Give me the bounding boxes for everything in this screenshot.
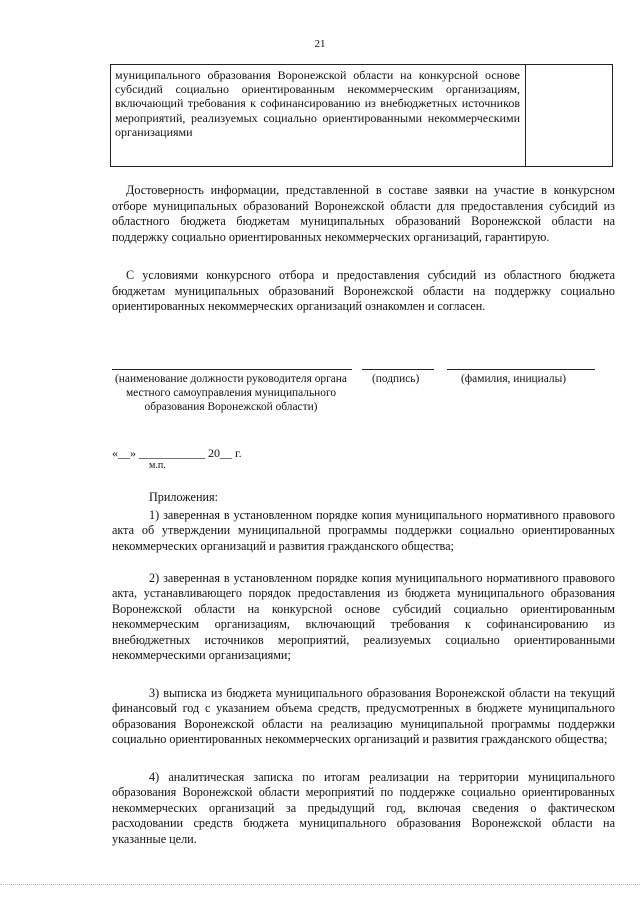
page-number: 21: [314, 38, 326, 50]
signature-sign-label: (подпись): [372, 373, 420, 385]
signature-line-position: [112, 369, 352, 370]
stamp-label: м.п.: [149, 460, 166, 471]
table-column-divider: [525, 65, 526, 166]
signature-line-sign: [362, 369, 434, 370]
signature-line-name: [447, 369, 595, 370]
date-line: «__» ___________ 20__ г.: [112, 446, 242, 460]
table-continuation: [110, 64, 613, 167]
table-cell-text: муниципального образования Воронежской области на конкурсной основе субсидий социально ориентированным некоммерческим организациям, включающий требования к софинансированию из внебюджетных источников мероприятий, реализуемых социально ориентированными некоммерческими организациями: [115, 68, 520, 139]
signature-position-label: (наименование должности руководителя органа местного самоуправления муниципального образования Воронежской области): [115, 373, 347, 414]
scan-edge-dots: [0, 884, 640, 886]
paragraph-agreement: С условиями конкурсного отбора и предоставления субсидий из областного бюджета бюджетам муниципальных образований Воронежской области на поддержку социально ориентированных некоммерческих организаций ознакомлен и согласен.: [112, 268, 615, 313]
appendix-item-4: 4) аналитическая записка по итогам реализации на территории муниципального образования Воронежской области мероприятий по поддержке социально ориентированных некоммерческих организаций за предыдущий год, включая сведения о фактическом расходовании средств бюджета муниципального образования Воронежской области на указанные цели.: [112, 770, 615, 846]
appendices-title: Приложения:: [149, 490, 218, 504]
paragraph-guarantee: Достоверность информации, представленной в составе заявки на участие в конкурсном отборе муниципальных образований Воронежской области для предоставления субсидий из областного бюджета бюджетам муниципальных образований Воронежской области на поддержку социально ориентированных некоммерческих организаций, гарантирую.: [112, 183, 615, 244]
appendix-item-2: 2) заверенная в установленном порядке копия муниципального нормативного правового акта, устанавливающего порядок предоставления из бюджета муниципального образования Воронежской области на конкурсной основе субсидий социально ориентированным некоммерческим организациям, включающий требования к софинансированию из внебюджетных источников мероприятий, реализуемых социально ориентированными некоммерческими организациями;: [112, 571, 615, 663]
signature-name-label: (фамилия, инициалы): [461, 373, 567, 385]
appendix-item-1: 1) заверенная в установленном порядке копия муниципального нормативного правового акта об утверждении муниципальной программы поддержки социально ориентированных некоммерческих организаций и развития гражданского общества;: [112, 508, 615, 553]
appendix-item-3: 3) выписка из бюджета муниципального образования Воронежской области на текущий финансовый год с указанием объема средств, предусмотренных в бюджете муниципального образования Воронежской области на реализацию муниципальной программы поддержки социально ориентированных некоммерческих организаций и развития гражданского общества;: [112, 686, 615, 747]
